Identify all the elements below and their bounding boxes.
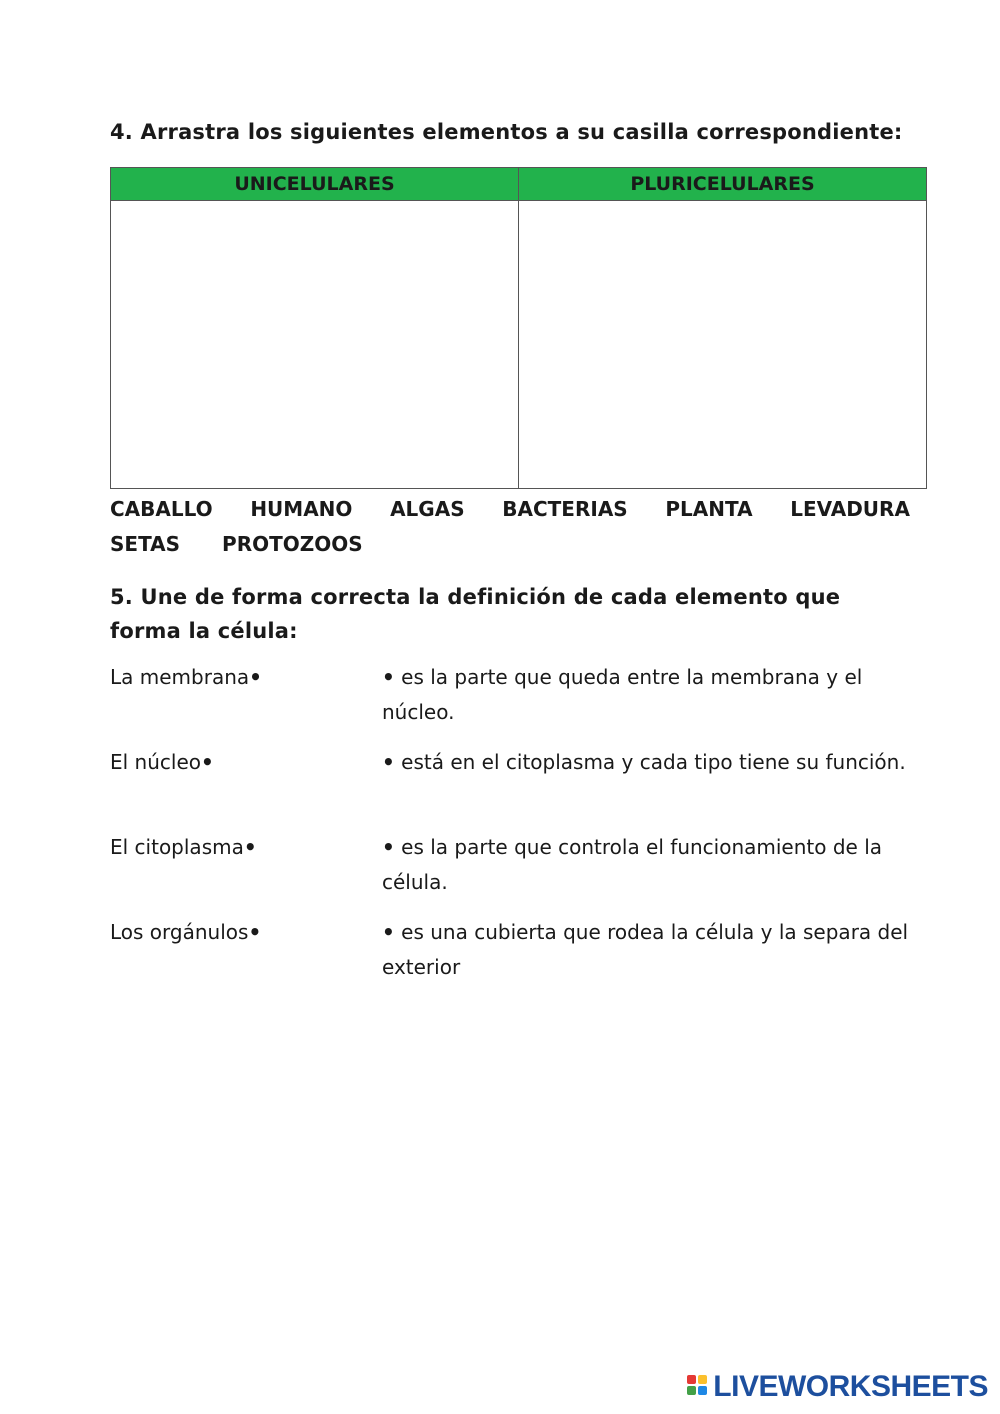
match-dot-left[interactable]: • [243,835,257,859]
column-header-unicelulares: UNICELULARES [111,168,519,201]
word-protozoos[interactable]: PROTOZOOS [222,532,363,556]
match-definition-3: es la parte que controla el funcionamiento de la célula. [382,835,883,894]
word-levadura[interactable]: LEVADURA [790,497,910,521]
match-dot-left[interactable]: • [201,750,214,774]
drop-zone-unicelulares[interactable] [111,201,519,488]
liveworksheets-logo-icon [687,1375,709,1399]
match-term-organulos: Los orgánulos [110,920,249,944]
drop-zone-pluricelulares[interactable] [519,201,926,488]
question-4-title: 4. Arrastra los siguientes elementos a su casilla correspondiente: [110,120,903,144]
match-dot-right[interactable]: • [382,665,395,689]
classification-table [110,167,927,489]
column-header-pluricelulares: PLURICELULARES [519,168,926,201]
match-term-citoplasma: El citoplasma [110,835,244,859]
match-definition-1: es la parte que queda entre la membrana y el núcleo. [382,665,863,724]
match-dot-left[interactable]: • [249,665,262,689]
match-term-membrana: La membrana [110,665,250,689]
brand-name: LIVEWORKSHEETS [713,1370,988,1403]
draggable-word-bank [110,492,910,562]
liveworksheets-brand [687,1370,988,1404]
match-dot-right[interactable]: • [382,920,395,944]
match-definition-2: está en el citoplasma y cada tipo tiene su función. [401,750,906,774]
match-dot-right[interactable]: • [382,750,395,774]
match-definition-4: es una cubierta que rodea la célula y la separa del exterior [382,920,909,979]
word-setas[interactable]: SETAS [110,532,181,556]
word-planta[interactable]: PLANTA [665,497,753,521]
word-algas[interactable]: ALGAS [390,497,465,521]
word-bacterias[interactable]: BACTERIAS [502,497,628,521]
match-dot-right[interactable]: • [382,835,395,859]
match-term-nucleo: El núcleo [110,750,201,774]
word-caballo[interactable]: CABALLO [110,497,213,521]
match-dot-left[interactable]: • [248,920,262,944]
question-5-title: 5. Une de forma correcta la definición de cada elemento que forma la célula: [110,585,841,643]
word-humano[interactable]: HUMANO [250,497,353,521]
